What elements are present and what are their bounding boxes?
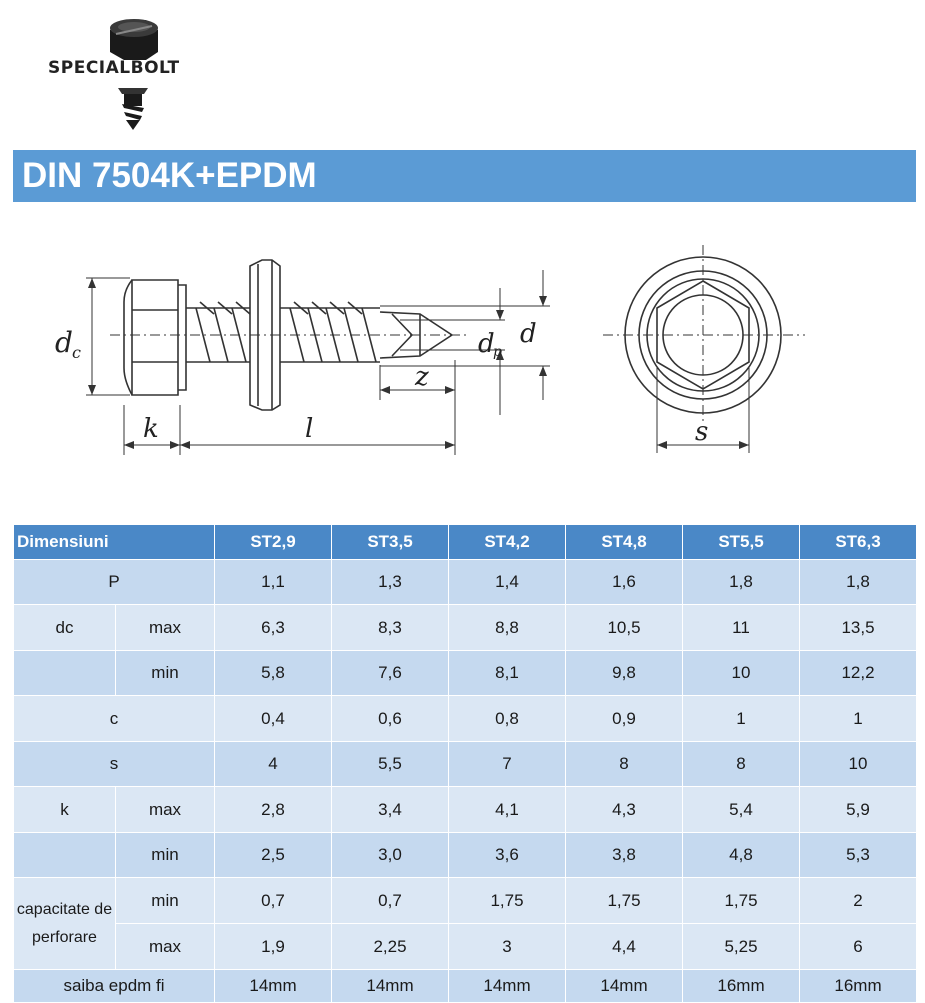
dim-label-dp-sub: p — [493, 344, 502, 360]
table-cell: 16mm — [683, 970, 800, 1003]
table-cell: 4,3 — [566, 787, 683, 833]
header-dimensiuni: Dimensiuni — [14, 525, 215, 560]
row-label: c — [14, 696, 215, 742]
table-header-row — [14, 525, 917, 560]
dim-label-z: z — [415, 362, 429, 392]
table-cell: 14mm — [332, 970, 449, 1003]
screw-technical-drawing — [0, 240, 925, 480]
table-cell: 6 — [800, 924, 917, 970]
table-row — [14, 651, 917, 696]
table-cell: 8 — [683, 742, 800, 787]
table-cell: 1,75 — [566, 878, 683, 924]
table-cell: 0,7 — [215, 878, 332, 924]
header-size: ST4,8 — [566, 525, 683, 560]
table-cell: 14mm — [215, 970, 332, 1003]
table-cell: 8,8 — [449, 605, 566, 651]
table-cell: 13,5 — [800, 605, 917, 651]
header-size: ST3,5 — [332, 525, 449, 560]
row-label: P — [14, 560, 215, 605]
table-cell: 1,75 — [683, 878, 800, 924]
table-cell: 6,3 — [215, 605, 332, 651]
table-cell: 1,4 — [449, 560, 566, 605]
row-label: capacitate de perforare — [14, 878, 116, 970]
dim-label-d: d — [520, 319, 537, 349]
table-cell: 14mm — [449, 970, 566, 1003]
table-cell: 1 — [800, 696, 917, 742]
table-cell: 5,9 — [800, 787, 917, 833]
table-cell: 4,8 — [683, 833, 800, 878]
brand-name: SPECIALBOLT — [48, 58, 180, 78]
table-cell: 4,4 — [566, 924, 683, 970]
table-cell: 3,8 — [566, 833, 683, 878]
page-title: DIN 7504K+EPDM — [22, 156, 317, 195]
table-cell: 5,3 — [800, 833, 917, 878]
header-size: ST6,3 — [800, 525, 917, 560]
row-sublabel: max — [116, 605, 215, 651]
dim-label-dc: d — [55, 326, 73, 359]
row-label: dc — [14, 605, 116, 651]
table-cell: 2,8 — [215, 787, 332, 833]
table-cell: 4,1 — [449, 787, 566, 833]
table-cell: 11 — [683, 605, 800, 651]
table-row — [14, 970, 917, 1003]
dim-label-s: s — [695, 417, 709, 447]
table-cell: 1,8 — [683, 560, 800, 605]
row-sublabel: min — [116, 651, 215, 696]
dim-label-l: l — [305, 414, 314, 444]
row-label: saiba epdm fi — [14, 970, 215, 1003]
table-cell: 1 — [683, 696, 800, 742]
title-bar — [13, 150, 916, 202]
table-cell: 8 — [566, 742, 683, 787]
table-cell: 9,8 — [566, 651, 683, 696]
table-cell: 1,6 — [566, 560, 683, 605]
table-cell: 16mm — [800, 970, 917, 1003]
table-cell: 1,1 — [215, 560, 332, 605]
table-row — [14, 560, 917, 605]
table-cell: 2,25 — [332, 924, 449, 970]
row-label: k — [14, 787, 116, 833]
table-cell: 2,5 — [215, 833, 332, 878]
table-cell: 1,75 — [449, 878, 566, 924]
table-cell: 1,8 — [800, 560, 917, 605]
table-cell: 1,9 — [215, 924, 332, 970]
dim-label-dc-sub: c — [72, 343, 81, 362]
table-cell: 7,6 — [332, 651, 449, 696]
table-cell: 4 — [215, 742, 332, 787]
dim-label-dp: d — [478, 329, 495, 359]
table-cell: 8,1 — [449, 651, 566, 696]
table-cell: 10 — [683, 651, 800, 696]
table-cell: 12,2 — [800, 651, 917, 696]
header-size: ST2,9 — [215, 525, 332, 560]
header-size: ST5,5 — [683, 525, 800, 560]
table-cell: 7 — [449, 742, 566, 787]
table-cell: 3,6 — [449, 833, 566, 878]
table-row — [14, 696, 917, 742]
table-cell: 3,4 — [332, 787, 449, 833]
header-size: ST4,2 — [449, 525, 566, 560]
table-row — [14, 878, 917, 924]
table-cell: 10,5 — [566, 605, 683, 651]
row-sublabel: min — [116, 833, 215, 878]
row-label — [14, 651, 116, 696]
table-cell: 5,8 — [215, 651, 332, 696]
dim-label-k: k — [143, 414, 159, 444]
table-cell: 8,3 — [332, 605, 449, 651]
row-label — [14, 833, 116, 878]
table-cell: 5,4 — [683, 787, 800, 833]
table-cell: 1,3 — [332, 560, 449, 605]
table-cell: 2 — [800, 878, 917, 924]
table-cell: 3,0 — [332, 833, 449, 878]
dimensions-table — [13, 524, 917, 1003]
table-cell: 0,9 — [566, 696, 683, 742]
table-cell: 0,6 — [332, 696, 449, 742]
table-cell: 3 — [449, 924, 566, 970]
table-cell: 5,5 — [332, 742, 449, 787]
table-row — [14, 742, 917, 787]
table-cell: 5,25 — [683, 924, 800, 970]
row-sublabel: max — [116, 924, 215, 970]
table-cell: 0,7 — [332, 878, 449, 924]
table-row — [14, 924, 917, 970]
table-row — [14, 787, 917, 833]
table-cell: 10 — [800, 742, 917, 787]
table-cell: 0,4 — [215, 696, 332, 742]
table-cell: 0,8 — [449, 696, 566, 742]
row-sublabel: max — [116, 787, 215, 833]
table-row — [14, 833, 917, 878]
row-sublabel: min — [116, 878, 215, 924]
table-row — [14, 605, 917, 651]
row-label: s — [14, 742, 215, 787]
table-cell: 14mm — [566, 970, 683, 1003]
